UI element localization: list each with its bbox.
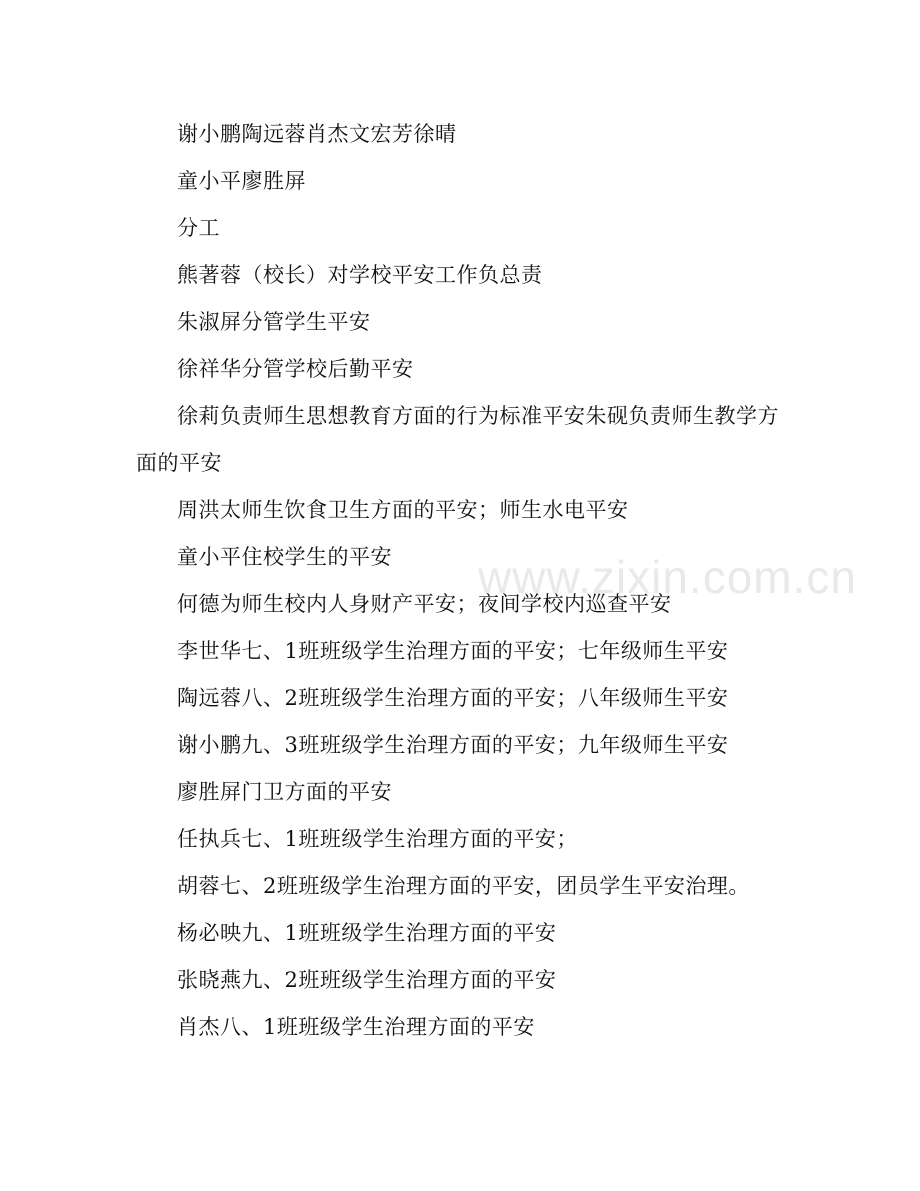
text-line: 肖杰八、1班班级学生治理方面的平安 <box>177 1015 535 1039</box>
text-line: 朱淑屏分管学生平安 <box>177 310 371 334</box>
text-line: 陶远蓉八、2班班级学生治理方面的平安；八年级师生平安 <box>177 686 729 710</box>
text-line: 童小平住校学生的平安 <box>177 545 392 569</box>
text-line: 面的平安 <box>136 451 222 475</box>
text-line: 李世华七、1班班级学生治理方面的平安；七年级师生平安 <box>177 639 729 663</box>
text-line: 熊著蓉（校长）对学校平安工作负总责 <box>177 263 543 287</box>
text-line: 胡蓉七、2班班级学生治理方面的平安，团员学生平安治理。 <box>177 874 750 898</box>
text-line: 徐莉负责师生思想教育方面的行为标准平安朱砚负责师生教学方 <box>177 404 779 428</box>
text-line: 谢小鹏陶远蓉肖杰文宏芳徐晴 <box>177 122 457 146</box>
text-line: 任执兵七、1班班级学生治理方面的平安； <box>177 827 578 851</box>
text-line: 廖胜屏门卫方面的平安 <box>177 780 392 804</box>
text-line: 何德为师生校内人身财产平安；夜间学校内巡查平安 <box>177 592 672 616</box>
section-heading: 分工 <box>177 216 220 240</box>
text-line: 徐祥华分管学校后勤平安 <box>177 357 414 381</box>
text-line: 周洪太师生饮食卫生方面的平安；师生水电平安 <box>177 498 629 522</box>
text-line: 张晓燕九、2班班级学生治理方面的平安 <box>177 968 557 992</box>
watermark: www.zixin.com.cn <box>478 551 857 603</box>
text-line: 杨必映九、1班班级学生治理方面的平安 <box>177 921 557 945</box>
text-line: 谢小鹏九、3班班级学生治理方面的平安；九年级师生平安 <box>177 733 729 757</box>
text-line: 童小平廖胜屏 <box>177 169 306 193</box>
